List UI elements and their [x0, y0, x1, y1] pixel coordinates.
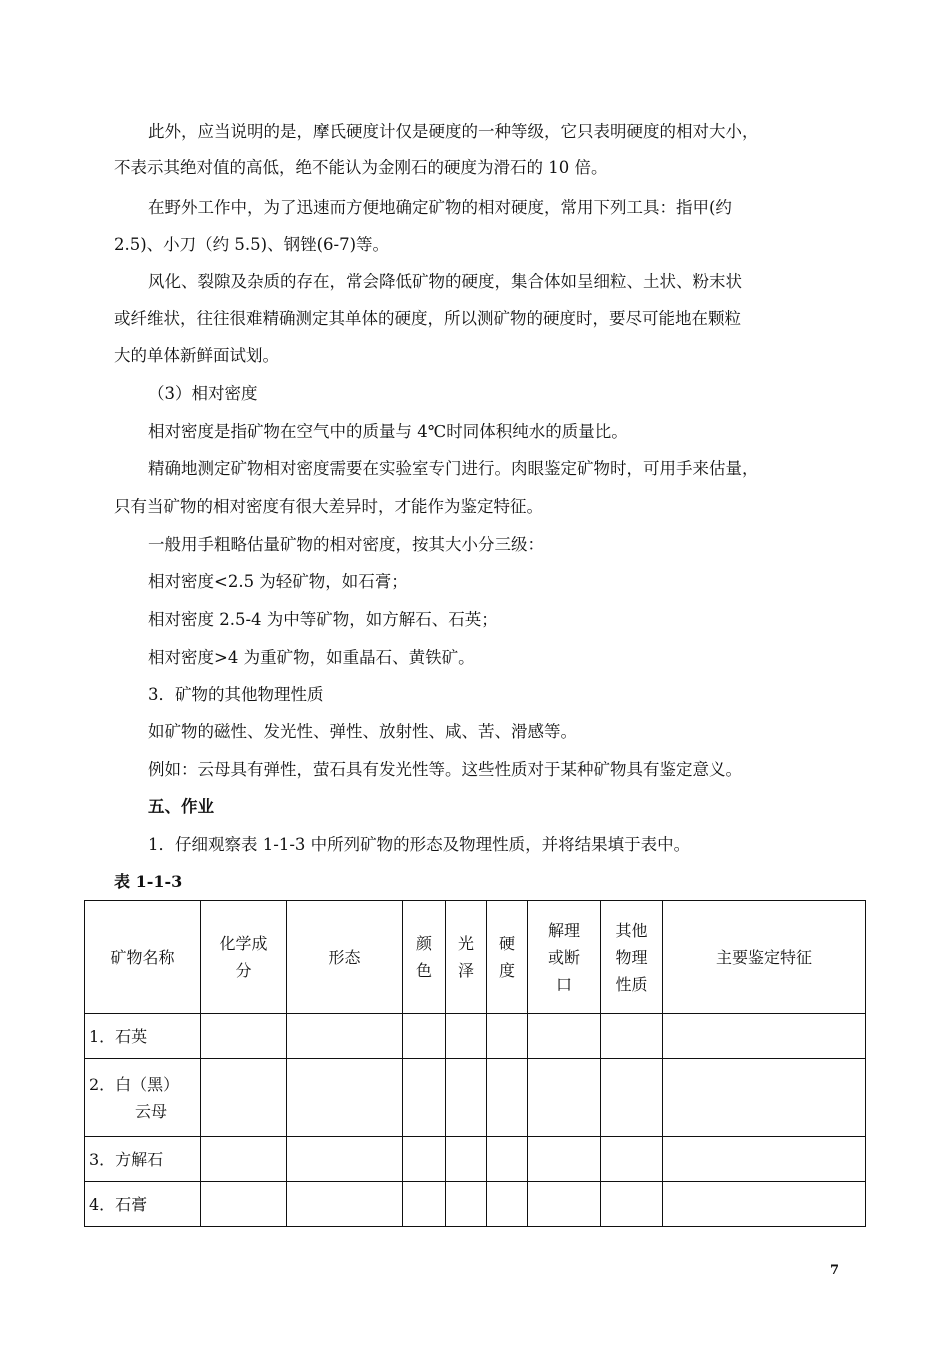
cell-mineral-name: 1．石英	[85, 1014, 201, 1059]
cell-hardness[interactable]	[487, 1014, 528, 1059]
paragraph-line: 大的单体新鲜面试划。	[114, 346, 279, 365]
paragraph-line: 相对密度是指矿物在空气中的质量与 4℃时同体积纯水的质量比。	[148, 422, 628, 441]
cell-hardness[interactable]	[487, 1137, 528, 1182]
paragraph-line: 相对密度<2.5 为轻矿物，如石膏；	[148, 572, 408, 591]
table-row	[85, 1059, 866, 1137]
paragraph-line: 相对密度 2.5-4 为中等矿物，如方解石、石英；	[148, 610, 498, 629]
cell-chemical-composition[interactable]	[201, 1182, 287, 1227]
cell-cleavage-fracture[interactable]	[528, 1014, 601, 1059]
header-color: 颜 色	[403, 901, 446, 1014]
paragraph-line: 2.5)、小刀（约 5.5)、钢锉(6-7)等。	[114, 235, 390, 254]
cell-chemical-composition[interactable]	[201, 1137, 287, 1182]
cell-mineral-name: 2．白（黑） 云母	[85, 1059, 201, 1137]
paragraph-line: 风化、裂隙及杂质的存在，常会降低矿物的硬度，集合体如呈细粒、土状、粉末状	[148, 272, 742, 291]
paragraph-line: 相对密度>4 为重矿物，如重晶石、黄铁矿。	[148, 648, 475, 667]
header-mineral-name: 矿物名称	[85, 901, 201, 1014]
cell-other-properties[interactable]	[601, 1137, 663, 1182]
cell-color[interactable]	[403, 1137, 446, 1182]
cell-luster[interactable]	[446, 1014, 487, 1059]
section-heading-homework: 五、作业	[148, 797, 214, 816]
cell-main-features[interactable]	[663, 1137, 866, 1182]
cell-cleavage-fracture[interactable]	[528, 1059, 601, 1137]
section-heading: 3．矿物的其他物理性质	[148, 685, 324, 704]
cell-color[interactable]	[403, 1059, 446, 1137]
header-main-features: 主要鉴定特征	[663, 901, 866, 1014]
header-other-properties: 其他 物理 性质	[601, 901, 663, 1014]
cell-chemical-composition[interactable]	[201, 1059, 287, 1137]
cell-color[interactable]	[403, 1182, 446, 1227]
cell-hardness[interactable]	[487, 1059, 528, 1137]
table-caption: 表 1-1-3	[114, 872, 183, 891]
cell-main-features[interactable]	[663, 1059, 866, 1137]
cell-color[interactable]	[403, 1014, 446, 1059]
paragraph-line: 例如：云母具有弹性，萤石具有发光性等。这些性质对于某种矿物具有鉴定意义。	[148, 760, 742, 779]
paragraph-line: 1．仔细观察表 1-1-3 中所列矿物的形态及物理性质，并将结果填于表中。	[148, 835, 691, 854]
paragraph-line: 此外，应当说明的是，摩氏硬度计仅是硬度的一种等级，它只表明硬度的相对大小，	[148, 122, 759, 141]
cell-luster[interactable]	[446, 1182, 487, 1227]
table-header-row	[85, 901, 866, 1014]
cell-form[interactable]	[287, 1182, 403, 1227]
cell-mineral-name: 4．石膏	[85, 1182, 201, 1227]
paragraph-line: 在野外工作中，为了迅速而方便地确定矿物的相对硬度，常用下列工具：指甲(约	[148, 198, 732, 217]
cell-other-properties[interactable]	[601, 1059, 663, 1137]
paragraph-line: 一般用手粗略估量矿物的相对密度，按其大小分三级：	[148, 535, 544, 554]
header-chemical-composition: 化学成 分	[201, 901, 287, 1014]
cell-hardness[interactable]	[487, 1182, 528, 1227]
mineral-table	[84, 900, 866, 1227]
paragraph-line: 只有当矿物的相对密度有很大差异时，才能作为鉴定特征。	[114, 497, 543, 516]
cell-other-properties[interactable]	[601, 1014, 663, 1059]
header-cleavage-fracture: 解理 或断 口	[528, 901, 601, 1014]
cell-form[interactable]	[287, 1059, 403, 1137]
header-form: 形态	[287, 901, 403, 1014]
paragraph-line: 不表示其绝对值的高低，绝不能认为金刚石的硬度为滑石的 10 倍。	[114, 158, 608, 177]
header-hardness: 硬 度	[487, 901, 528, 1014]
cell-cleavage-fracture[interactable]	[528, 1137, 601, 1182]
table-row	[85, 1137, 866, 1182]
cell-chemical-composition[interactable]	[201, 1014, 287, 1059]
section-heading: （3）相对密度	[148, 384, 258, 403]
cell-form[interactable]	[287, 1137, 403, 1182]
paragraph-line: 或纤维状，往往很难精确测定其单体的硬度，所以测矿物的硬度时，要尽可能地在颗粒	[114, 309, 741, 328]
cell-mineral-name: 3．方解石	[85, 1137, 201, 1182]
page-number: 7	[830, 1263, 840, 1278]
table-row	[85, 1182, 866, 1227]
table-row	[85, 1014, 866, 1059]
cell-luster[interactable]	[446, 1059, 487, 1137]
cell-form[interactable]	[287, 1014, 403, 1059]
cell-main-features[interactable]	[663, 1182, 866, 1227]
paragraph-line: 如矿物的磁性、发光性、弹性、放射性、咸、苦、滑感等。	[148, 722, 577, 741]
paragraph-line: 精确地测定矿物相对密度需要在实验室专门进行。肉眼鉴定矿物时，可用手来估量，	[148, 459, 759, 478]
header-luster: 光 泽	[446, 901, 487, 1014]
cell-main-features[interactable]	[663, 1014, 866, 1059]
cell-other-properties[interactable]	[601, 1182, 663, 1227]
cell-luster[interactable]	[446, 1137, 487, 1182]
cell-cleavage-fracture[interactable]	[528, 1182, 601, 1227]
